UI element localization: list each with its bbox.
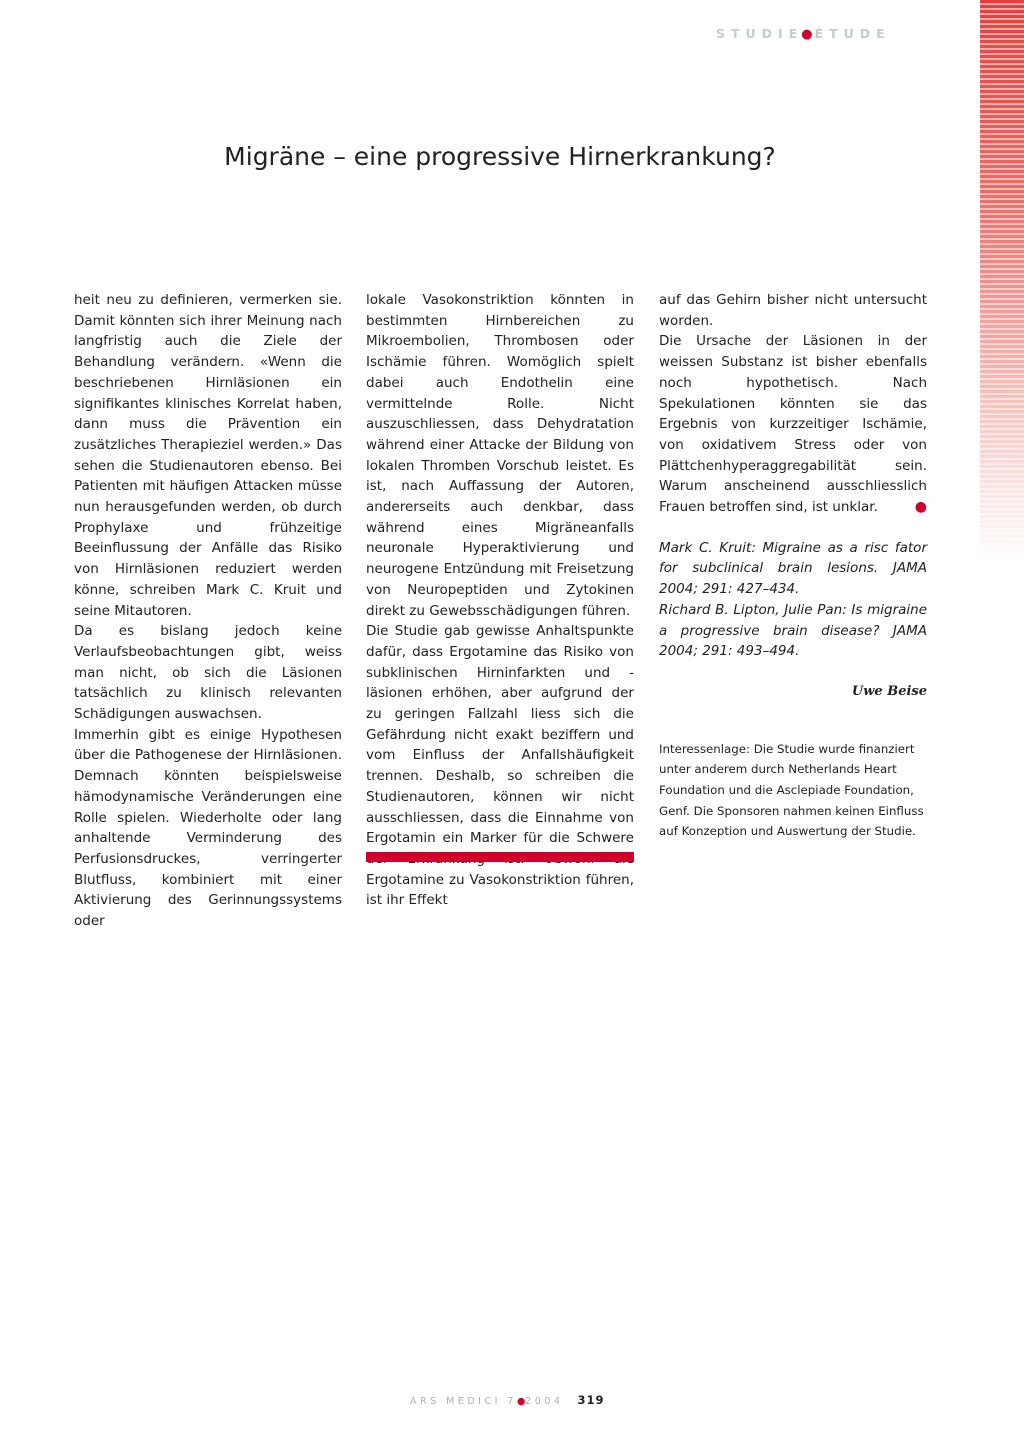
issue-year: 2004 [525, 1396, 564, 1407]
paragraph: heit neu zu definieren, vermerken sie. Damit könnten sich ihrer Meinung nach langfristig auch die Ziele der Behandlung verändern. «Wenn die beschriebenen Hirnläsionen ein signifikantes klinisches Korrelat haben, dann muss die Prävention ein zusätzliches Therapieziel werden.» Das sehen die Studienautoren ebenso. Bei Patienten mit häufigen Attacken müsse nun herausgefunden werden, ob durch Prophylaxe und frühzeitige Beeinflussung der Anfälle das Risiko von Hirnläsionen reduziert werden könne, schreiben Mark C. Kruit und seine Mitautoren. [74, 292, 342, 619]
decorative-edge-stripe [980, 0, 1024, 560]
section-label-de: STUDIE [716, 26, 804, 41]
paragraph: Da es bislang jedoch keine Verlaufsbeobachtungen gibt, weiss man nicht, ob sich die Läsionen tatsächlich zu klinisch relevanten Schädigungen auswachsen. [74, 623, 342, 723]
paragraph: Immerhin gibt es einige Hypothesen über die Pathogenese der Hirnläsionen. Demnach könnten beispielsweise hämodynamische Veränderungen eine Rolle spielen. Wiederholte oder lang anhaltende Verminderung des Perfusionsdruckes, verringerter Blutfluss, kombiniert mit einer Aktivierung des Gerinnungssystems oder [74, 726, 342, 930]
red-divider-bar [366, 852, 634, 862]
bullet-dot-icon: ● [516, 1396, 526, 1407]
column-3 [659, 290, 927, 842]
paragraph-text: Die Ursache der Läsionen in der weissen Substanz ist bisher ebenfalls noch hypothetisch. Nach Spekulationen könnten sie das Ergebnis von kurzzeitiger Ischämie, von oxidativem Stress oder von Plättchenhyperaggregabilität sein. Warum anscheinend ausschliesslich Frauen betroffen sind, ist unklar. [659, 333, 927, 516]
end-of-article-dot-icon: ● [914, 499, 927, 516]
page-number: 319 [577, 1393, 605, 1407]
column-2 [366, 290, 634, 911]
journal-name: ARS MEDICI 7 [410, 1396, 517, 1407]
paragraph-last [659, 331, 927, 517]
paragraph: Die Studie gab gewisse Anhaltspunkte dafür, dass Ergotamine das Risiko von subklinischen Hirninfarkten und -läsionen erhöhen, aber aufgrund der zu geringen Fallzahl liess sich die Gefährdung nicht exakt beziffern und vom Einfluss der Anfallshäufigkeit trennen. Deshalb, so schreiben die Studienautoren, können wir nicht ausschliessen, dass die Einnahme von Ergotamin ein Marker für die Schwere Ergotamine zu Vasokonstriktion führen, ist ihr Effekt [366, 623, 634, 909]
section-label-fr: ÉTUDE [814, 26, 891, 41]
author-byline: Uwe Beise [851, 683, 927, 699]
bullet-dot-icon: ● [801, 27, 813, 42]
paragraph: auf das Gehirn bisher nicht untersucht worden. [659, 292, 927, 329]
paragraph: lokale Vasokonstriktion könnten in bestimmten Hirnbereichen zu Mikroembolien, Thrombosen oder Ischämie führen. Womöglich spielt dabei auch Endothelin eine vermittelnde Rolle. Nicht auszuschliessen, dass Dehydratation während einer Attacke der Bildung von lokalen Thromben Vorschub leistet. Es ist, nach Auffassung der Autoren, andererseits auch denkbar, dass während eines Migräneanfalls neuronale Hyperaktivierung und neurogene Entzündung mit Freisetzung von Neuropeptiden und Zytokinen direkt zu Gewebsschädigungen führen. [366, 292, 634, 619]
article-title: Migräne – eine progressive Hirnerkrankung? [224, 142, 776, 171]
page-footer [410, 1393, 604, 1407]
references [659, 538, 927, 662]
reference-2: Richard B. Lipton, Julie Pan: Is migraine a progressive brain disease? JAMA 2004; 291: 493–494. [659, 601, 927, 660]
column-1 [74, 290, 342, 932]
conflict-of-interest-note: Interessenlage: Die Studie wurde finanziert unter anderem durch Netherlands Heart Foundation und die Asclepiade Foundation, Genf. Die Sponsoren nahmen keinen Einfluss auf Konzeption und Auswertung der Studie. [659, 741, 924, 839]
reference-1: Mark C. Kruit: Migraine as a risc fator for subclinical brain lesions. JAMA 2004; 291: 427–434. [659, 539, 927, 598]
section-tag [716, 26, 891, 42]
